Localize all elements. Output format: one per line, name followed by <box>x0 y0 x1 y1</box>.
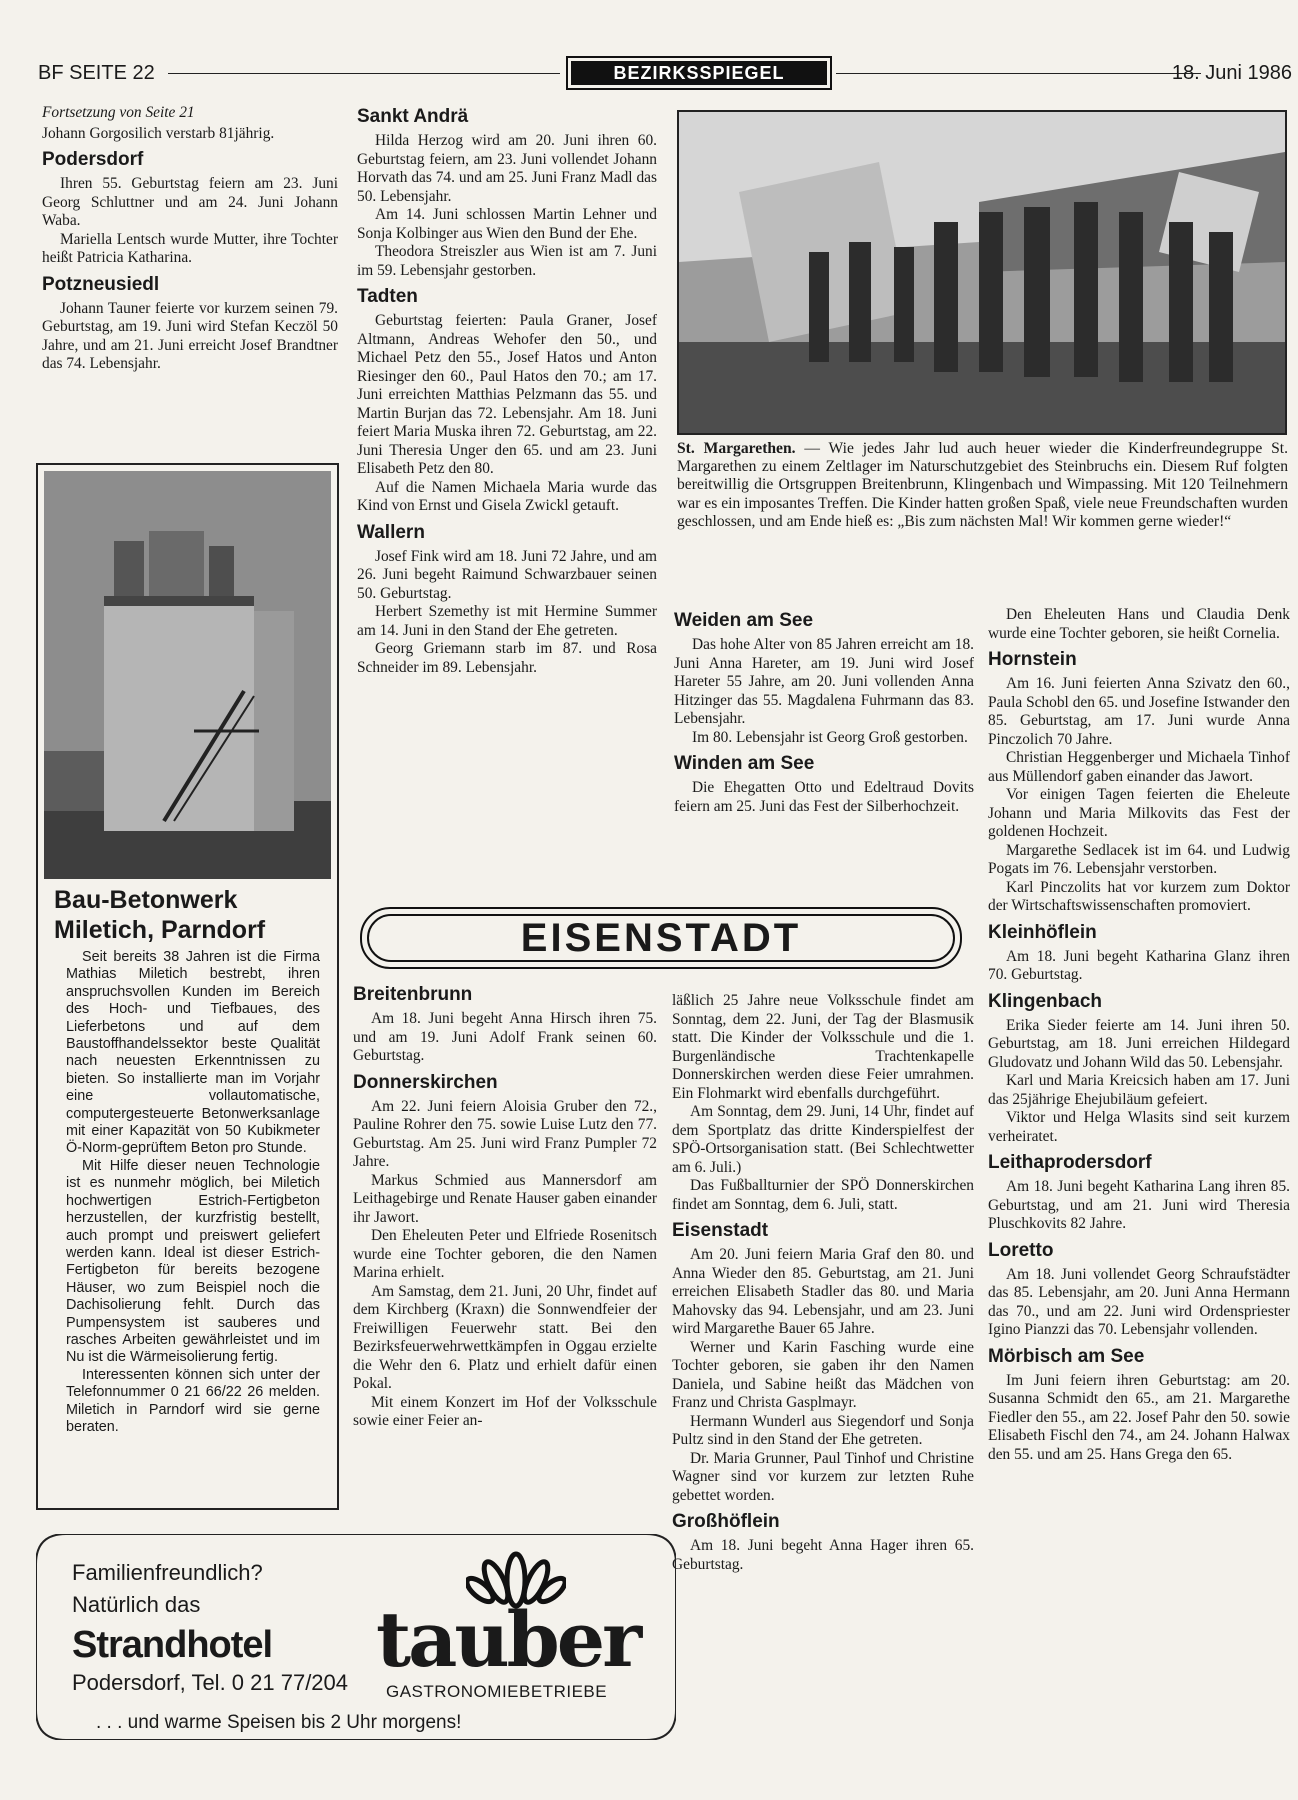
advert-strandhotel <box>36 1534 676 1740</box>
article-text: Am 20. Juni feiern Maria Graf den 80. und Anna Wieder den 85. Geburtstag, am 21. Juni erreichen Elisabeth Stadler das 80. und Maria Mahovsky das 94. Lebensjahr, und am 23. Juni wird Margarethe Bauer 65 Jahre. <box>672 1246 974 1337</box>
article-text: Dr. Maria Grunner, Paul Tinhof und Christine Wagner sind vor kurzem zur letzten Ruhe gebettet worden. <box>672 1449 974 1504</box>
continuation-note: Fortsetzung von Seite 21 <box>42 104 195 121</box>
article-text: Werner und Karin Fasching wurde eine Tochter geboren, sie gaben ihr den Namen Daniela, und Sabine heißt das Mädchen von Franz und Christa Gasplmayr. <box>672 1338 974 1411</box>
camp-photo-illustration <box>679 112 1285 433</box>
caption-text: — Wie jedes Jahr lud auch heuer wieder die Kinderfreundegruppe St. Margarethen zu einem Zeltlager im Naturschutzgebiet des Steinbruchs ein. Diesem Ruf folgten bereitwillig die Ortsgruppen Breitenbrunn, Klingenbach und Wimpassing. Mit 120 Teilnehmern war es ein imposantes Treffen. Die Kinder hatten großen Spaß, viele neue Freundschaften wurden geschlossen, und am Ende hieß es: „Bis zum nächsten Mal! Wir kommen gerne wieder!“ <box>677 440 1288 530</box>
article-text: Karl Pinczolits hat vor kurzem zum Doktor der Wirtschaftswissenschaften promoviert. <box>988 878 1290 914</box>
section-title: BEZIRKSSPIEGEL <box>571 61 827 85</box>
camp-photo <box>677 110 1287 435</box>
advert-line: Familienfreundlich? <box>72 1560 263 1585</box>
article-text: Georg Griemann starb im 87. und Rosa Schneider im 89. Lebensjahr. <box>357 640 657 676</box>
advert-title-line: Miletich, Parndorf <box>54 916 266 944</box>
article-text: Auf die Namen Michaela Maria wurde das Kind von Ernst und Gisela Zwickl getauft. <box>357 478 657 514</box>
header-rule <box>836 73 1201 74</box>
advert-body <box>66 949 320 1436</box>
column-1 <box>42 104 338 374</box>
article-text: Josef Fink wird am 18. Juni 72 Jahre, und am 26. Juni begeht Raimund Schwarzbauer seinen 50. Geburtstag. <box>357 547 657 602</box>
article-text: Christian Heggenberger und Michaela Tinhof aus Müllendorf gaben einander das Jawort. <box>988 749 1290 785</box>
article-text: Am 18. Juni begeht Katharina Lang ihren 85. Geburtstag, und am 21. Juni wird Theresia Pluschkovits 82 Jahre. <box>988 1178 1290 1232</box>
betonwerk-photo <box>44 471 331 879</box>
article-text: Den Eheleuten Hans und Claudia Denk wurde eine Tochter geboren, sie heißt Cornelia. <box>988 606 1290 642</box>
article-text: Das Fußballturnier der SPÖ Donnerskirchen findet am Sonntag, dem 6. Juli, statt. <box>672 1177 974 1213</box>
town-heading: Breitenbrunn <box>353 984 473 1005</box>
article-text: Am 18. Juni begeht Katharina Glanz ihren 70. Geburtstag. <box>988 947 1290 983</box>
advert-text: Interessenten können sich unter der Telefonnummer 0 21 66/22 26 melden. Miletich in Parndorf wird sie gerne beraten. <box>66 1366 320 1435</box>
advert-line: Natürlich das <box>72 1592 201 1617</box>
article-text: Viktor und Helga Wlasits sind seit kurzem verheiratet. <box>988 1109 1290 1145</box>
town-heading: Hornstein <box>988 649 1077 670</box>
town-heading: Tadten <box>357 286 418 307</box>
article-text: Hermann Wunderl aus Siegendorf und Sonja Pultz sind in den Stand der Ehe getreten. <box>672 1412 974 1448</box>
article-text: Den Eheleuten Peter und Elfriede Rosenitsch wurde eine Tochter geboren, die den Namen Marina erhielt. <box>353 1227 657 1281</box>
brand-subtitle: GASTRONOMIEBETRIEBE <box>386 1682 608 1701</box>
advert-betonwerk <box>36 463 339 1510</box>
article-text: Am 22. Juni feiern Aloisia Gruber den 72., Pauline Rohrer den 75. sowie Luise Lutz den 77. Geburtstag. Am 25. Juni wird Franz Pumpler 72 Jahre. <box>353 1097 657 1170</box>
article-text: Johann Tauner feierte vor kurzem seinen 79. Geburtstag, am 19. Juni wird Stefan Keczöl 50 Jahre, und am 21. Juni erreicht Josef Brandtner das 74. Lebensjahr. <box>42 299 338 372</box>
advert-title-line: Bau-Betonwerk <box>54 886 238 914</box>
town-heading: Donnerskirchen <box>353 1071 498 1093</box>
town-heading: Potzneusiedl <box>42 273 160 295</box>
article-text: Johann Gorgosilich verstarb 81jährig. <box>42 124 275 142</box>
column-4 <box>988 606 1290 1464</box>
district-banner-title: EISENSTADT <box>367 914 955 962</box>
town-heading: Eisenstadt <box>672 1220 769 1241</box>
article-text: Mit einem Konzert im Hof der Volksschule sowie einer Feier an- <box>353 1393 657 1429</box>
article-text: Theodora Streiszler aus Wien ist am 7. Juni im 59. Lebensjahr gestorben. <box>357 243 657 279</box>
article-text: Im 80. Lebensjahr ist Georg Groß gestorben. <box>692 728 968 746</box>
advert-footer: . . . und warme Speisen bis 2 Uhr morgens! <box>96 1712 462 1733</box>
article-text: Am 18. Juni begeht Anna Hager ihren 65. Geburtstag. <box>672 1537 974 1573</box>
article-text: Herbert Szemethy ist mit Hermine Summer am 14. Juni in den Stand der Ehe getreten. <box>357 603 657 639</box>
article-text: Am 16. Juni feierten Anna Szivatz den 60., Paula Schobl den 65. und Josefine Istwander den 85. Geburtstag, am 17. Juni wurde Anna Pinczolich 70 Jahre. <box>988 675 1290 748</box>
article-text: Vor einigen Tagen feierten die Eheleute Johann und Maria Milkovits das Fest der goldenen Hochzeit. <box>988 786 1290 840</box>
article-text: Hilda Herzog wird am 20. Juni ihren 60. Geburtstag feiern, am 23. Juni vollendet Johann Horvath das 74. und am 25. Juni Franz Madl das 50. Lebensjahr. <box>357 132 657 205</box>
article-text: Am Samstag, dem 21. Juni, 20 Uhr, findet auf dem Kirchberg (Kraxn) die Sonnwendfeier der Freiwilligen Feuerwehr statt. Bei den Bezirksfeuerwehrwettkämpfen in Oggau erzielte die Wehr den 6. Platz und erhielt dafür einen Pokal. <box>353 1282 657 1392</box>
column-3 <box>674 604 974 816</box>
article-text: Das hohe Alter von 85 Jahren erreicht am 18. Juni Anna Hareter, am 19. Juni wird Josef Hareter 55 Jahre, am 20. Juni vollenden Anna Hitzinger das 55. Magdalena Fuhrmann das 83. Lebensjahr. <box>674 636 974 727</box>
article-text: läßlich 25 Jahre neue Volksschule findet am Sonntag, dem 22. Juni, der Tag der Blasmusik statt. Die Kinder der Volksschule und die 1. Burgenländische Trachtenkapelle Donnerskirchen werden diese Feier umrahmen. Ein Flohmarkt wird ebenfalls durchgeführt. <box>672 992 974 1102</box>
hotel-address: Podersdorf, Tel. 0 21 77/204 <box>72 1670 349 1695</box>
advert-text: Seit bereits 38 Jahren ist die Firma Mathias Miletich bestrebt, ihren anspruchsvollen Kunden im Bereich des Hoch- und Tiefbaues, des Lieferbetons und auf dem Baustoffhandelssektor beste Qualität nach neuesten Erkenntnissen zu bieten. So installierte man im Vorjahr eine vollautomatische, computergesteuerte Betonwerksanlage mit einer Kapazität von 50 Kubikmeter Ö-Norm-geprüftem Beton pro Stunde. <box>66 949 320 1157</box>
betonwerk-illustration <box>44 471 331 879</box>
advert-title <box>54 885 265 945</box>
article-text: Am 18. Juni begeht Anna Hirsch ihren 75. und am 19. Juni Adolf Frank seinen 60. Geburtstag. <box>353 1010 657 1064</box>
article-text: Karl und Maria Kreicsich haben am 17. Juni das 25jährige Ehejubiläum gefeiert. <box>988 1072 1290 1108</box>
town-heading: Mörbisch am See <box>988 1345 1145 1367</box>
article-text: Margarethe Sedlacek ist im 64. und Ludwig Pogats im 76. Lebensjahr verstorben. <box>988 841 1290 877</box>
advert-text: Mit Hilfe dieser neuen Technologie ist es nunmehr möglich, bei Miletich hochwertigen Estrich-Fertigbeton herzustellen, der kurzfristig bestellt, auch prompt und preiswert geliefert werden kann. Ideal ist dieser Estrich-Fertigbeton für bereits bezogene Häuser, wo zum Beispiel noch die Dachisolierung fehlt. Durch das Pumpensystem ist sauberes und rasches Arbeiten gewährleistet und im Nu ist die Wärmeisolierung fertig. <box>66 1157 320 1366</box>
column-5 <box>353 984 657 1431</box>
article-text: Ihren 55. Geburtstag feiern am 23. Juni Georg Schluttner und am 24. Juni Johann Waba. <box>42 175 338 229</box>
article-text: Am 14. Juni schlossen Martin Lehner und Sonja Kolbinger aus Wien den Bund der Ehe. <box>357 206 657 242</box>
town-heading: Podersdorf <box>42 149 144 170</box>
header-rule <box>168 73 560 74</box>
district-banner <box>360 907 962 969</box>
article-text: Markus Schmied aus Mannersdorf am Leithagebirge und Renate Hauser gaben einander ihr Jawort. <box>353 1171 657 1226</box>
town-heading: Weiden am See <box>674 610 814 631</box>
article-text: Erika Sieder feierte am 14. Juni ihren 50. Geburtstag, am 18. Juni erreichen Hildegard Gludovatz und Johann Wild das 50. Lebensjahr. <box>988 1016 1290 1071</box>
article-text: Mariella Lentsch wurde Mutter, ihre Tochter heißt Patricia Katharina. <box>42 230 338 266</box>
article-text: Am Sonntag, dem 29. Juni, 14 Uhr, findet auf dem Sportplatz das dritte Kinderspielfest der SPÖ-Ortsorganisation statt. (Bei Schlechtwetter am 6. Juli.) <box>672 1103 974 1176</box>
town-heading: Klingenbach <box>988 990 1103 1012</box>
town-heading: Leithaprodersdorf <box>988 1152 1152 1173</box>
brand-logo: tauber <box>376 1595 640 1684</box>
page-label: BF SEITE 22 <box>38 62 155 84</box>
town-heading: Kleinhöflein <box>988 921 1097 943</box>
column-6 <box>672 992 974 1574</box>
hotel-name: Strandhotel <box>72 1624 273 1666</box>
town-heading: Sankt Andrä <box>357 106 469 127</box>
photo-caption <box>677 440 1288 531</box>
issue-date: 18. Juni 1986 <box>1171 62 1292 84</box>
column-2 <box>357 104 657 677</box>
caption-lead: St. Margarethen. <box>677 440 796 457</box>
town-heading: Winden am See <box>674 753 815 774</box>
article-text: Im Juni feiern ihren Geburtstag: am 20. Susanna Schmidt den 65., am 21. Margarethe Fiedler den 55., am 22. Josef Pahr den 50. sowie Elisabeth Fischl den 74., am 24. Johann Halwax den 55. und am 25. Hans Grega den 65. <box>988 1371 1290 1463</box>
page-header <box>38 56 1292 92</box>
article-text: Am 18. Juni vollendet Georg Schraufstädter das 85. Lebensjahr, am 20. Juni Anna Hermann das 70., und am 22. Juni wird Ordenspriester Igino Pianzzi das 70. Lebensjahr vollenden. <box>988 1265 1290 1338</box>
town-heading: Großhöflein <box>672 1511 780 1532</box>
town-heading: Wallern <box>357 521 425 543</box>
section-box <box>566 56 832 90</box>
article-text: Geburtstag feierten: Paula Graner, Josef Altmann, Andreas Wehofer den 50., und Michael Petz den 55., Josef Hatos und Anton Riesinger den 60., Paul Hatos den 70.; am 17. Juni erreichten Matthias Pelzmann das 55. und Martin Burjan das 72. Lebensjahr. Am 18. Juni feiert Maria Muska ihren 72. Geburtstag, am 22. Juni Theresia Unger den 65. und am 23. Juni Elisabeth Petz den 80. <box>357 312 657 477</box>
town-heading: Loretto <box>988 1239 1054 1261</box>
article-text: Die Ehegatten Otto und Edeltraud Dovits feiern am 25. Juni das Fest der Silberhochzeit. <box>674 779 974 815</box>
